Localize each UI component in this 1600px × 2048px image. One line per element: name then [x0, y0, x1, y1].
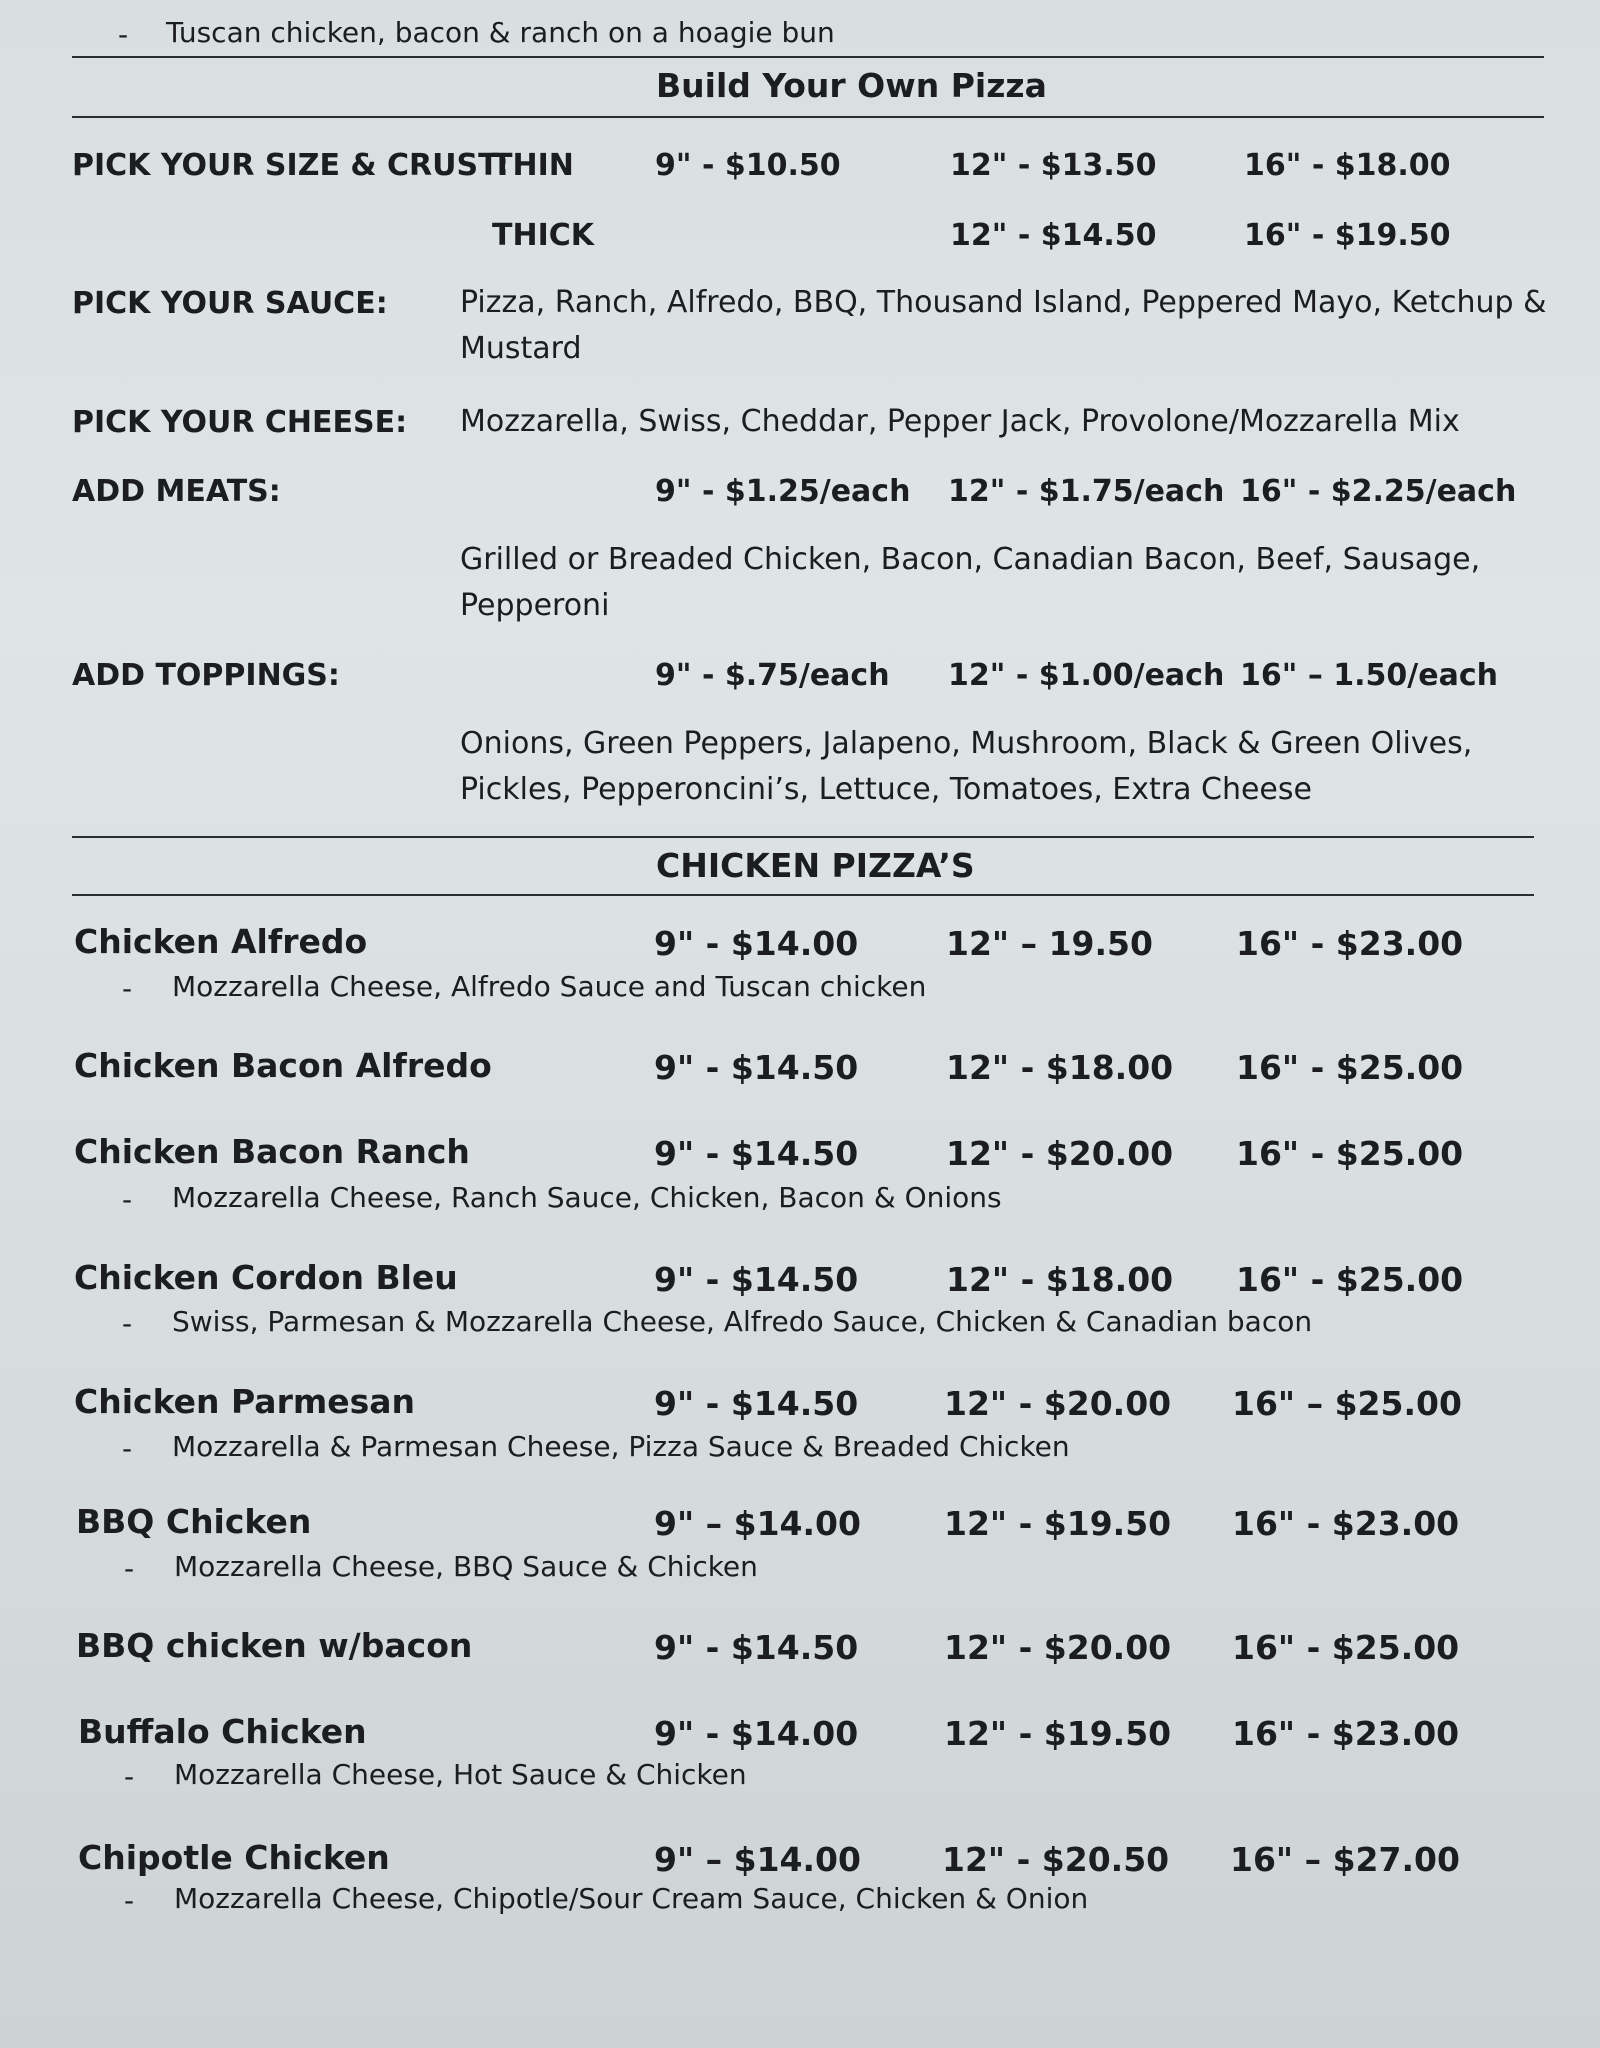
divider — [72, 894, 1534, 896]
item-price-12: 12" - $20.00 — [946, 1134, 1174, 1173]
item-price-16: 16" - $25.00 — [1232, 1628, 1460, 1667]
item-price-9: 9" – $14.00 — [654, 1504, 861, 1543]
bullet-dash: - — [124, 1884, 135, 1917]
divider — [72, 56, 1544, 58]
bullet-dash: - — [122, 1432, 133, 1465]
cheese-options: Mozzarella, Swiss, Cheddar, Pepper Jack, Provolone/Mozzarella Mix — [460, 404, 1460, 439]
item-description: Swiss, Parmesan & Mozzarella Cheese, Alfredo Sauce, Chicken & Canadian bacon — [172, 1305, 1313, 1338]
divider — [72, 836, 1534, 838]
crust-thick: THICK — [492, 218, 594, 253]
bullet-dash: - — [122, 972, 133, 1005]
thick-price-12: 12" - $14.50 — [950, 218, 1157, 253]
byo-section-title: Build Your Own Pizza — [656, 66, 1047, 105]
item-price-16: 16" - $25.00 — [1236, 1134, 1464, 1173]
meats-label: ADD MEATS: — [72, 474, 281, 509]
item-name: Chicken Alfredo — [74, 922, 368, 961]
meats-price-16: 16" - $2.25/each — [1240, 474, 1517, 509]
top-item-description: Tuscan chicken, bacon & ranch on a hoagie bun — [166, 16, 835, 49]
item-description: Mozzarella & Parmesan Cheese, Pizza Sauce & Breaded Chicken — [172, 1430, 1070, 1463]
item-name: BBQ Chicken — [76, 1502, 312, 1541]
bullet-dash: - — [124, 1552, 135, 1585]
sauce-options — [460, 280, 1546, 372]
item-description: Mozzarella Cheese, Chipotle/Sour Cream Sauce, Chicken & Onion — [174, 1882, 1089, 1915]
crust-thin: THIN — [492, 148, 574, 183]
item-name: Chicken Cordon Bleu — [74, 1258, 458, 1297]
meats-options-line-2: Pepperoni — [460, 588, 610, 623]
item-price-16: 16" - $23.00 — [1236, 924, 1464, 963]
item-description: Mozzarella Cheese, BBQ Sauce & Chicken — [174, 1550, 758, 1583]
item-price-9: 9" - $14.00 — [654, 924, 859, 963]
item-price-12: 12" - $20.50 — [942, 1840, 1170, 1879]
sauce-label: PICK YOUR SAUCE: — [72, 286, 388, 321]
item-price-16: 16" - $23.00 — [1232, 1504, 1460, 1543]
item-price-12: 12" - $18.00 — [946, 1260, 1174, 1299]
item-name: BBQ chicken w/bacon — [76, 1626, 473, 1665]
item-description: Mozzarella Cheese, Ranch Sauce, Chicken, Bacon & Onions — [172, 1181, 1002, 1214]
item-price-16: 16" - $23.00 — [1232, 1714, 1460, 1753]
item-price-12: 12" – 19.50 — [946, 924, 1153, 963]
item-price-9: 9" - $14.50 — [654, 1134, 859, 1173]
item-price-12: 12" - $18.00 — [946, 1048, 1174, 1087]
item-price-9: 9" - $14.50 — [654, 1384, 859, 1423]
bullet-dash: - — [124, 1760, 135, 1793]
item-description: Mozzarella Cheese, Alfredo Sauce and Tuscan chicken — [172, 970, 927, 1003]
thin-price-9: 9" - $10.50 — [655, 148, 841, 183]
item-name: Chipotle Chicken — [78, 1838, 390, 1877]
toppings-price-16: 16" – 1.50/each — [1240, 658, 1498, 693]
bullet-dash: - — [122, 1183, 133, 1216]
item-price-9: 9" - $14.50 — [654, 1048, 859, 1087]
toppings-price-12: 12" - $1.00/each — [948, 658, 1225, 693]
meats-options-line-1: Grilled or Breaded Chicken, Bacon, Canadian Bacon, Beef, Sausage, — [460, 542, 1481, 577]
item-price-12: 12" - $20.00 — [944, 1628, 1172, 1667]
item-name: Buffalo Chicken — [78, 1712, 367, 1751]
item-price-9: 9" - $14.50 — [654, 1260, 859, 1299]
chicken-section-title: CHICKEN PIZZA’S — [656, 846, 975, 885]
item-price-16: 16" - $25.00 — [1236, 1260, 1464, 1299]
thin-price-12: 12" - $13.50 — [950, 148, 1157, 183]
toppings-price-9: 9" - $.75/each — [655, 658, 890, 693]
thin-price-16: 16" - $18.00 — [1244, 148, 1451, 183]
item-price-12: 12" - $20.00 — [944, 1384, 1172, 1423]
bullet-dash: - — [118, 18, 129, 51]
meats-price-12: 12" - $1.75/each — [948, 474, 1225, 509]
sauce-options-line-1: Pizza, Ranch, Alfredo, BBQ, Thousand Island, Peppered Mayo, Ketchup & — [460, 285, 1547, 320]
toppings-label: ADD TOPPINGS: — [72, 658, 340, 693]
thick-price-16: 16" - $19.50 — [1244, 218, 1451, 253]
item-price-16: 16" – $25.00 — [1232, 1384, 1462, 1423]
item-name: Chicken Bacon Ranch — [74, 1132, 470, 1171]
item-name: Chicken Parmesan — [74, 1382, 416, 1421]
size-crust-label: PICK YOUR SIZE & CRUST: — [72, 148, 509, 183]
item-price-9: 9" - $14.50 — [654, 1628, 859, 1667]
item-name: Chicken Bacon Alfredo — [74, 1046, 492, 1085]
sauce-options-line-2: Mustard — [460, 331, 582, 366]
toppings-options — [460, 721, 1472, 813]
item-price-16: 16" - $25.00 — [1236, 1048, 1464, 1087]
item-description: Mozzarella Cheese, Hot Sauce & Chicken — [174, 1758, 747, 1791]
divider — [72, 116, 1544, 118]
bullet-dash: - — [122, 1307, 133, 1340]
item-price-12: 12" - $19.50 — [944, 1714, 1172, 1753]
item-price-16: 16" – $27.00 — [1230, 1840, 1460, 1879]
toppings-options-line-1: Onions, Green Peppers, Jalapeno, Mushroom, Black & Green Olives, — [460, 726, 1473, 761]
cheese-label: PICK YOUR CHEESE: — [72, 405, 408, 440]
item-price-9: 9" - $14.00 — [654, 1714, 859, 1753]
item-price-12: 12" - $19.50 — [944, 1504, 1172, 1543]
meats-price-9: 9" - $1.25/each — [655, 474, 911, 509]
toppings-options-line-2: Pickles, Pepperoncini’s, Lettuce, Tomatoes, Extra Cheese — [460, 772, 1312, 807]
meats-options — [460, 537, 1480, 629]
item-price-9: 9" – $14.00 — [654, 1840, 861, 1879]
